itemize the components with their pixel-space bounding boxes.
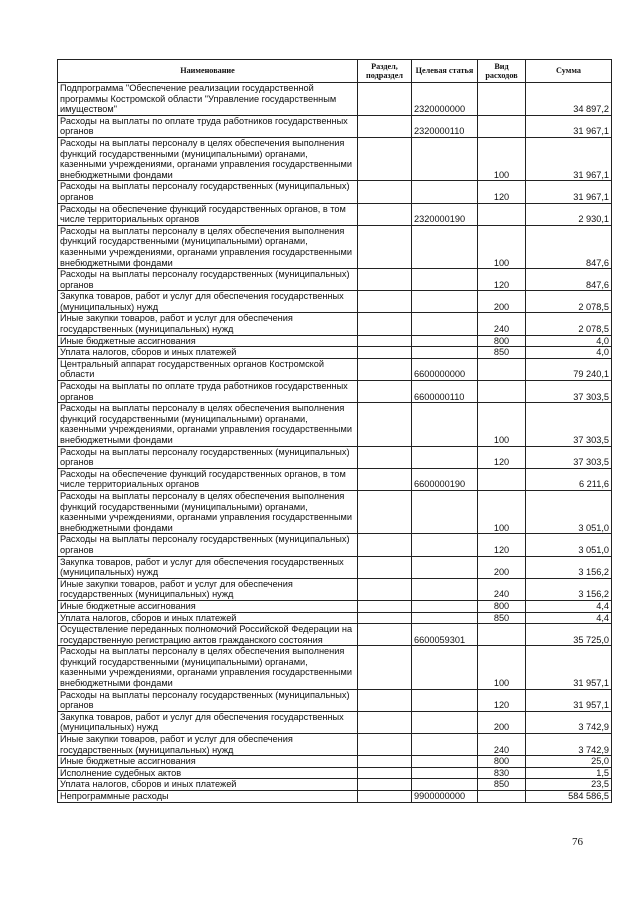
cell-section — [358, 313, 412, 335]
cell-kind: 100 — [478, 403, 526, 446]
cell-sum: 31 957,1 — [526, 646, 612, 689]
cell-target — [412, 137, 478, 180]
table-row — [58, 446, 612, 468]
cell-kind: 120 — [478, 446, 526, 468]
table-row — [58, 624, 612, 646]
cell-sum: 3 156,2 — [526, 556, 612, 578]
cell-name: Уплата налогов, сборов и иных платежей — [58, 612, 358, 624]
cell-name: Расходы на обеспечение функций государственных органов, в том числе территориальных органов — [58, 203, 358, 225]
cell-kind — [478, 358, 526, 380]
cell-section — [358, 689, 412, 711]
header-name: Наименование — [58, 60, 358, 83]
cell-sum: 4,4 — [526, 600, 612, 612]
cell-section — [358, 181, 412, 203]
cell-section — [358, 137, 412, 180]
cell-sum: 3 742,9 — [526, 711, 612, 733]
cell-kind: 240 — [478, 578, 526, 600]
cell-target — [412, 578, 478, 600]
cell-section — [358, 791, 412, 803]
table-row — [58, 534, 612, 556]
cell-sum: 31 967,1 — [526, 115, 612, 137]
cell-name: Расходы на выплаты персоналу в целях обеспечения выполнения функций государственными (муниципальными) органами, казенными учреждениями, органами управления государственными внебюджетными фондами — [58, 490, 358, 533]
cell-target — [412, 225, 478, 268]
cell-kind: 100 — [478, 646, 526, 689]
cell-section — [358, 600, 412, 612]
cell-sum: 4,0 — [526, 335, 612, 347]
table-row — [58, 335, 612, 347]
cell-name: Расходы на выплаты по оплате труда работников государственных органов — [58, 381, 358, 403]
cell-sum: 31 967,1 — [526, 181, 612, 203]
cell-name: Исполнение судебных актов — [58, 767, 358, 779]
cell-section — [358, 358, 412, 380]
table-row — [58, 137, 612, 180]
cell-target — [412, 646, 478, 689]
cell-name: Расходы на выплаты персоналу в целях обеспечения выполнения функций государственными (муниципальными) органами, казенными учреждениями, органами управления государственными внебюджетными фондами — [58, 225, 358, 268]
cell-kind: 100 — [478, 137, 526, 180]
table-row — [58, 269, 612, 291]
cell-target — [412, 490, 478, 533]
cell-name: Расходы на выплаты персоналу государственных (муниципальных) органов — [58, 689, 358, 711]
cell-target — [412, 689, 478, 711]
cell-sum: 847,6 — [526, 269, 612, 291]
cell-kind: 850 — [478, 612, 526, 624]
table-row — [58, 468, 612, 490]
cell-sum: 34 897,2 — [526, 83, 612, 116]
cell-sum: 4,0 — [526, 347, 612, 359]
cell-name: Иные бюджетные ассигнования — [58, 335, 358, 347]
cell-name: Расходы на выплаты персоналу государственных (муниципальных) органов — [58, 446, 358, 468]
cell-target: 2320000190 — [412, 203, 478, 225]
cell-name: Непрограммные расходы — [58, 791, 358, 803]
cell-target: 6600059301 — [412, 624, 478, 646]
cell-kind — [478, 203, 526, 225]
table-row — [58, 181, 612, 203]
table-row — [58, 83, 612, 116]
cell-target: 6600000110 — [412, 381, 478, 403]
table-row — [58, 612, 612, 624]
cell-name: Иные закупки товаров, работ и услуг для обеспечения государственных (муниципальных) нужд — [58, 313, 358, 335]
cell-kind: 240 — [478, 734, 526, 756]
cell-kind — [478, 83, 526, 116]
cell-sum: 2 078,5 — [526, 291, 612, 313]
table-header — [58, 60, 612, 83]
cell-sum: 2 078,5 — [526, 313, 612, 335]
cell-kind: 200 — [478, 291, 526, 313]
cell-name: Закупка товаров, работ и услуг для обеспечения государственных (муниципальных) нужд — [58, 711, 358, 733]
cell-target — [412, 612, 478, 624]
cell-kind: 800 — [478, 600, 526, 612]
cell-target — [412, 734, 478, 756]
cell-section — [358, 767, 412, 779]
cell-name: Иные бюджетные ассигнования — [58, 600, 358, 612]
cell-target — [412, 534, 478, 556]
cell-section — [358, 269, 412, 291]
cell-kind: 200 — [478, 556, 526, 578]
table-row — [58, 291, 612, 313]
cell-sum: 31 957,1 — [526, 689, 612, 711]
cell-kind: 120 — [478, 689, 526, 711]
cell-section — [358, 578, 412, 600]
cell-kind — [478, 381, 526, 403]
cell-name: Расходы на выплаты персоналу в целях обеспечения выполнения функций государственными (муниципальными) органами, казенными учреждениями, органами управления государственными внебюджетными фондами — [58, 646, 358, 689]
cell-target — [412, 403, 478, 446]
cell-section — [358, 624, 412, 646]
cell-target: 2320000110 — [412, 115, 478, 137]
cell-name: Закупка товаров, работ и услуг для обеспечения государственных (муниципальных) нужд — [58, 556, 358, 578]
cell-section — [358, 756, 412, 768]
cell-kind: 830 — [478, 767, 526, 779]
table-row — [58, 767, 612, 779]
table-row — [58, 490, 612, 533]
table-row — [58, 347, 612, 359]
cell-sum: 6 211,6 — [526, 468, 612, 490]
cell-target — [412, 335, 478, 347]
table-row — [58, 791, 612, 803]
cell-section — [358, 468, 412, 490]
header-row — [58, 60, 612, 83]
cell-sum: 25,0 — [526, 756, 612, 768]
cell-section — [358, 556, 412, 578]
cell-kind: 850 — [478, 347, 526, 359]
cell-sum: 3 742,9 — [526, 734, 612, 756]
cell-target — [412, 181, 478, 203]
table-row — [58, 556, 612, 578]
cell-name: Подпрограмма "Обеспечение реализации государственной программы Костромской области "Управление государственным имуществом" — [58, 83, 358, 116]
budget-table — [57, 59, 612, 803]
cell-kind — [478, 624, 526, 646]
cell-section — [358, 291, 412, 313]
table-row — [58, 734, 612, 756]
cell-kind: 200 — [478, 711, 526, 733]
cell-section — [358, 612, 412, 624]
cell-target: 2320000000 — [412, 83, 478, 116]
header-sum: Сумма — [526, 60, 612, 83]
cell-section — [358, 115, 412, 137]
cell-kind: 850 — [478, 779, 526, 791]
cell-name: Расходы на выплаты персоналу государственных (муниципальных) органов — [58, 181, 358, 203]
cell-target — [412, 313, 478, 335]
table-row — [58, 600, 612, 612]
cell-section — [358, 534, 412, 556]
table-row — [58, 711, 612, 733]
cell-section — [358, 490, 412, 533]
cell-name: Расходы на обеспечение функций государственных органов, в том числе территориальных органов — [58, 468, 358, 490]
cell-target — [412, 446, 478, 468]
cell-name: Иные закупки товаров, работ и услуг для обеспечения государственных (муниципальных) нужд — [58, 578, 358, 600]
cell-kind — [478, 115, 526, 137]
cell-kind: 120 — [478, 534, 526, 556]
cell-kind: 120 — [478, 269, 526, 291]
cell-name: Расходы на выплаты персоналу государственных (муниципальных) органов — [58, 269, 358, 291]
cell-name: Расходы на выплаты персоналу в целях обеспечения выполнения функций государственными (муниципальными) органами, казенными учреждениями, органами управления государственными внебюджетными фондами — [58, 137, 358, 180]
table-row — [58, 381, 612, 403]
cell-name: Иные закупки товаров, работ и услуг для обеспечения государственных (муниципальных) нужд — [58, 734, 358, 756]
cell-sum: 2 930,1 — [526, 203, 612, 225]
cell-name: Иные бюджетные ассигнования — [58, 756, 358, 768]
table-row — [58, 115, 612, 137]
cell-section — [358, 347, 412, 359]
cell-sum: 23,5 — [526, 779, 612, 791]
cell-sum: 31 967,1 — [526, 137, 612, 180]
cell-kind — [478, 468, 526, 490]
table-row — [58, 403, 612, 446]
cell-target: 6600000190 — [412, 468, 478, 490]
table-row — [58, 756, 612, 768]
cell-section — [358, 779, 412, 791]
cell-target — [412, 269, 478, 291]
table-row — [58, 225, 612, 268]
cell-section — [358, 203, 412, 225]
cell-target: 9900000000 — [412, 791, 478, 803]
cell-sum: 79 240,1 — [526, 358, 612, 380]
cell-section — [358, 335, 412, 347]
cell-section — [358, 403, 412, 446]
cell-sum: 3 051,0 — [526, 490, 612, 533]
cell-kind: 100 — [478, 225, 526, 268]
cell-sum: 37 303,5 — [526, 446, 612, 468]
cell-target — [412, 779, 478, 791]
cell-section — [358, 711, 412, 733]
header-section: Раздел, подраздел — [358, 60, 412, 83]
cell-target — [412, 556, 478, 578]
cell-section — [358, 83, 412, 116]
cell-name: Расходы на выплаты по оплате труда работников государственных органов — [58, 115, 358, 137]
cell-kind: 800 — [478, 335, 526, 347]
cell-name: Уплата налогов, сборов и иных платежей — [58, 347, 358, 359]
cell-name: Расходы на выплаты персоналу государственных (муниципальных) органов — [58, 534, 358, 556]
cell-target — [412, 767, 478, 779]
page-number: 76 — [572, 836, 583, 848]
table-body — [58, 83, 612, 803]
cell-kind: 800 — [478, 756, 526, 768]
cell-target — [412, 711, 478, 733]
cell-sum: 37 303,5 — [526, 403, 612, 446]
cell-name: Осуществление переданных полномочий Российской Федерации на государственную регистрацию актов гражданского состояния — [58, 624, 358, 646]
cell-target — [412, 347, 478, 359]
cell-kind: 240 — [478, 313, 526, 335]
table-row — [58, 689, 612, 711]
cell-kind — [478, 791, 526, 803]
cell-sum: 1,5 — [526, 767, 612, 779]
cell-section — [358, 381, 412, 403]
header-kind: Вид расходов — [478, 60, 526, 83]
cell-name: Расходы на выплаты персоналу в целях обеспечения выполнения функций государственными (муниципальными) органами, казенными учреждениями, органами управления государственными внебюджетными фондами — [58, 403, 358, 446]
table-row — [58, 203, 612, 225]
table-row — [58, 358, 612, 380]
cell-section — [358, 225, 412, 268]
table-row — [58, 578, 612, 600]
cell-target — [412, 756, 478, 768]
table-row — [58, 313, 612, 335]
cell-name: Закупка товаров, работ и услуг для обеспечения государственных (муниципальных) нужд — [58, 291, 358, 313]
cell-sum: 4,4 — [526, 612, 612, 624]
cell-sum: 3 156,2 — [526, 578, 612, 600]
cell-section — [358, 446, 412, 468]
cell-kind: 120 — [478, 181, 526, 203]
cell-sum: 35 725,0 — [526, 624, 612, 646]
cell-section — [358, 646, 412, 689]
cell-sum: 3 051,0 — [526, 534, 612, 556]
cell-sum: 847,6 — [526, 225, 612, 268]
cell-sum: 37 303,5 — [526, 381, 612, 403]
cell-name: Уплата налогов, сборов и иных платежей — [58, 779, 358, 791]
cell-target — [412, 600, 478, 612]
table-row — [58, 646, 612, 689]
table-row — [58, 779, 612, 791]
cell-kind: 100 — [478, 490, 526, 533]
cell-target: 6600000000 — [412, 358, 478, 380]
cell-section — [358, 734, 412, 756]
cell-target — [412, 291, 478, 313]
cell-sum: 584 586,5 — [526, 791, 612, 803]
header-target: Целевая статья — [412, 60, 478, 83]
cell-name: Центральный аппарат государственных органов Костромской области — [58, 358, 358, 380]
